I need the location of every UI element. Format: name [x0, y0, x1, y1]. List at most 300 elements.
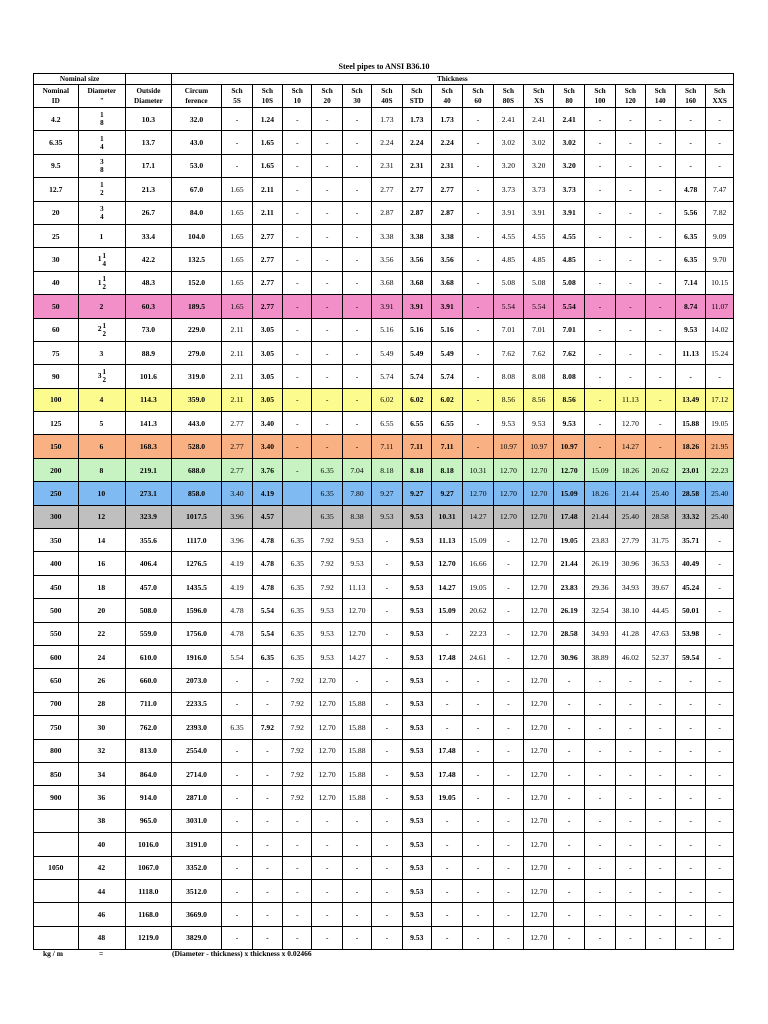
thickness-cell: - [342, 879, 371, 902]
thickness-cell: - [222, 669, 252, 692]
thickness-cell: 3.02 [524, 131, 554, 154]
thickness-cell: 23.83 [554, 575, 584, 598]
column-header: Sch 10S [252, 85, 282, 108]
outside-diameter-cell: 17.1 [126, 154, 172, 177]
nominal-id-cell: 6.35 [34, 131, 79, 154]
thickness-cell: - [645, 786, 675, 809]
thickness-cell: - [312, 856, 342, 879]
table-row [34, 833, 734, 856]
circumference-cell: 279.0 [171, 341, 222, 364]
table-row [34, 762, 734, 785]
thickness-cell: - [312, 295, 342, 318]
thickness-cell: 14.27 [431, 575, 462, 598]
thickness-cell: 9.53 [554, 412, 584, 435]
thickness-cell: - [283, 435, 312, 458]
thickness-cell: 2.77 [431, 178, 462, 201]
column-header: Sch 10 [283, 85, 312, 108]
thickness-cell: 7.62 [554, 341, 584, 364]
diameter-inch-cell: 36 [78, 786, 126, 809]
outside-diameter-cell: 355.6 [126, 529, 172, 552]
thickness-cell: 7.01 [524, 318, 554, 341]
thickness-cell: 2.24 [402, 131, 431, 154]
thickness-cell: - [493, 809, 523, 832]
thickness-cell: - [252, 669, 282, 692]
thickness-cell: 6.35 [283, 645, 312, 668]
outside-diameter-cell: 114.3 [126, 388, 172, 411]
thickness-cell: 12.70 [312, 669, 342, 692]
thickness-cell: 2.87 [372, 201, 402, 224]
fraction: 3 8 [100, 157, 104, 174]
diameter-inch-cell: 2 1 2 [78, 318, 126, 341]
diameter-inch-cell: 8 [78, 458, 126, 481]
thickness-cell: - [342, 108, 371, 131]
nominal-id-cell: 250 [34, 482, 79, 505]
outside-diameter-cell: 559.0 [126, 622, 172, 645]
thickness-cell: 4.19 [222, 575, 252, 598]
thickness-cell: 3.05 [252, 341, 282, 364]
outside-diameter-cell: 42.2 [126, 248, 172, 271]
thickness-cell: - [463, 365, 493, 388]
weight-formula [33, 949, 734, 961]
thickness-cell: - [342, 856, 371, 879]
column-header: Sch 80S [493, 85, 523, 108]
table-row [34, 412, 734, 435]
thickness-cell: 1.65 [222, 201, 252, 224]
thickness-cell: 1.65 [252, 131, 282, 154]
nominal-id-cell: 75 [34, 341, 79, 364]
thickness-cell: 3.91 [524, 201, 554, 224]
thickness-cell: - [372, 833, 402, 856]
circumference-cell: 319.0 [171, 365, 222, 388]
thickness-cell: 47.63 [645, 622, 675, 645]
thickness-cell: 12.70 [524, 505, 554, 528]
thickness-cell: 8.18 [431, 458, 462, 481]
diameter-inch-cell: 18 [78, 575, 126, 598]
thickness-cell: 12.70 [524, 458, 554, 481]
thickness-cell: 9.53 [342, 529, 371, 552]
column-header: Sch XXS [706, 85, 734, 108]
thickness-cell: - [645, 926, 675, 949]
thickness-cell: 13.49 [675, 388, 705, 411]
thickness-cell: - [463, 154, 493, 177]
thickness-cell: 30.96 [554, 645, 584, 668]
thickness-cell: - [616, 131, 645, 154]
outside-diameter-cell: 1168.0 [126, 903, 172, 926]
thickness-cell: 9.53 [402, 739, 431, 762]
thickness-cell: - [252, 903, 282, 926]
thickness-cell: - [463, 716, 493, 739]
circumference-cell: 1117.0 [171, 529, 222, 552]
nominal-id-cell: 125 [34, 412, 79, 435]
thickness-cell: - [584, 365, 615, 388]
thickness-cell: 12.70 [524, 856, 554, 879]
outside-diameter-cell: 88.9 [126, 341, 172, 364]
table-row [34, 903, 734, 926]
thickness-cell: 5.74 [402, 365, 431, 388]
nominal-id-cell: 550 [34, 622, 79, 645]
thickness-cell: 9.53 [675, 318, 705, 341]
outside-diameter-cell: 26.7 [126, 201, 172, 224]
circumference-cell: 84.0 [171, 201, 222, 224]
thickness-cell [283, 505, 312, 528]
nominal-id-cell: 150 [34, 435, 79, 458]
thickness-cell: - [222, 879, 252, 902]
thickness-cell: 9.53 [402, 762, 431, 785]
column-header-row [34, 85, 734, 108]
thickness-cell: - [342, 926, 371, 949]
outside-diameter-cell: 508.0 [126, 599, 172, 622]
thickness-cell: 7.92 [283, 692, 312, 715]
thickness-cell: - [283, 365, 312, 388]
thickness-cell: - [616, 692, 645, 715]
thickness-cell: 2.24 [431, 131, 462, 154]
thickness-cell: 4.85 [524, 248, 554, 271]
thickness-cell: 7.92 [283, 739, 312, 762]
circumference-cell: 229.0 [171, 318, 222, 341]
thickness-cell: - [706, 622, 734, 645]
thickness-cell: - [312, 154, 342, 177]
thickness-cell: - [493, 833, 523, 856]
thickness-cell: 3.40 [252, 435, 282, 458]
thickness-cell: - [463, 178, 493, 201]
thickness-cell: - [584, 388, 615, 411]
diameter-inch-cell: 5 [78, 412, 126, 435]
thickness-cell: 45.24 [675, 575, 705, 598]
thickness-cell: 9.53 [402, 926, 431, 949]
thickness-cell: 2.77 [252, 271, 282, 294]
table-row [34, 435, 734, 458]
thickness-cell: - [616, 365, 645, 388]
diameter-inch-cell: 26 [78, 669, 126, 692]
thickness-cell: 15.88 [675, 412, 705, 435]
thickness-cell: - [463, 271, 493, 294]
outside-diameter-cell: 48.3 [126, 271, 172, 294]
thickness-cell: - [372, 529, 402, 552]
thickness-cell: 6.35 [283, 622, 312, 645]
thickness-cell: - [584, 248, 615, 271]
nominal-id-cell: 350 [34, 529, 79, 552]
thickness-cell: - [706, 856, 734, 879]
thickness-cell: 12.70 [312, 762, 342, 785]
thickness-cell: - [463, 903, 493, 926]
thickness-cell: 9.53 [402, 529, 431, 552]
thickness-cell: - [312, 201, 342, 224]
table-row [34, 552, 734, 575]
thickness-cell: - [675, 879, 705, 902]
nominal-id-cell [34, 903, 79, 926]
thickness-cell: - [342, 903, 371, 926]
thickness-cell: 17.48 [554, 505, 584, 528]
diameter-inch-cell: 2 [78, 295, 126, 318]
diameter-inch-cell: 32 [78, 739, 126, 762]
thickness-cell: - [342, 833, 371, 856]
thickness-cell: - [645, 435, 675, 458]
thickness-cell: 15.09 [554, 482, 584, 505]
thickness-cell: 8.08 [554, 365, 584, 388]
thickness-cell: - [342, 669, 371, 692]
table-row [34, 482, 734, 505]
thickness-cell: - [616, 856, 645, 879]
thickness-cell: 4.19 [222, 552, 252, 575]
thickness-cell: - [283, 809, 312, 832]
thickness-cell: 20.62 [463, 599, 493, 622]
table-row [34, 108, 734, 131]
thickness-cell: 7.92 [283, 716, 312, 739]
thickness-cell: 2.87 [431, 201, 462, 224]
circumference-cell: 2554.0 [171, 739, 222, 762]
thickness-cell: 28.58 [554, 622, 584, 645]
thickness-cell: 10.97 [524, 435, 554, 458]
thickness-cell: 2.77 [252, 248, 282, 271]
thickness-cell: - [252, 879, 282, 902]
table-row [34, 318, 734, 341]
thickness-cell: 2.11 [222, 365, 252, 388]
thickness-cell: 31.75 [645, 529, 675, 552]
thickness-cell: - [584, 833, 615, 856]
table-row [34, 201, 734, 224]
thickness-cell: 6.02 [372, 388, 402, 411]
thickness-cell: - [645, 131, 675, 154]
thickness-cell: - [372, 903, 402, 926]
thickness-cell: - [675, 716, 705, 739]
circumference-cell: 3031.0 [171, 809, 222, 832]
thickness-cell: - [675, 131, 705, 154]
thickness-cell: 8.56 [493, 388, 523, 411]
column-header: Sch 160 [675, 85, 705, 108]
diameter-inch-cell: 38 [78, 809, 126, 832]
thickness-cell: 1.65 [222, 295, 252, 318]
thickness-cell: 3.02 [493, 131, 523, 154]
thickness-cell: 12.70 [524, 622, 554, 645]
column-header: Sch 20 [312, 85, 342, 108]
thickness-cell: - [554, 739, 584, 762]
thickness-cell: 9.53 [372, 505, 402, 528]
thickness-cell: 1.65 [222, 224, 252, 247]
thickness-cell: 2.11 [222, 318, 252, 341]
thickness-cell: - [463, 435, 493, 458]
thickness-cell: 25.40 [706, 482, 734, 505]
thickness-cell: 5.54 [252, 622, 282, 645]
thickness-cell: - [616, 154, 645, 177]
thickness-cell: - [675, 903, 705, 926]
thickness-cell: 46.02 [616, 645, 645, 668]
thickness-cell: 12.70 [524, 552, 554, 575]
thickness-cell: 5.56 [675, 201, 705, 224]
thickness-cell: 12.70 [524, 926, 554, 949]
diameter-inch-cell: 22 [78, 622, 126, 645]
thickness-cell: 9.27 [431, 482, 462, 505]
thickness-cell: - [372, 716, 402, 739]
outside-diameter-cell: 273.1 [126, 482, 172, 505]
thickness-cell: 32.54 [584, 599, 615, 622]
thickness-cell: - [645, 201, 675, 224]
thickness-cell: - [645, 108, 675, 131]
thickness-cell: 53.98 [675, 622, 705, 645]
nominal-id-cell [34, 833, 79, 856]
thickness-cell: 11.13 [675, 341, 705, 364]
thickness-cell: 3.40 [252, 412, 282, 435]
thickness-cell: 18.26 [616, 458, 645, 481]
thickness-cell: - [372, 786, 402, 809]
thickness-cell: 17.48 [431, 739, 462, 762]
thickness-cell: 4.78 [222, 599, 252, 622]
outside-diameter-cell: 1067.0 [126, 856, 172, 879]
thickness-cell: - [645, 365, 675, 388]
thickness-cell: - [645, 669, 675, 692]
fraction: 1 4 [102, 251, 106, 268]
thickness-cell: 12.70 [342, 622, 371, 645]
column-header: Sch 100 [584, 85, 615, 108]
circumference-cell: 53.0 [171, 154, 222, 177]
thickness-cell: 9.53 [402, 645, 431, 668]
thickness-cell: 2.77 [222, 458, 252, 481]
outside-diameter-cell: 711.0 [126, 692, 172, 715]
outside-diameter-cell: 1118.0 [126, 879, 172, 902]
nominal-id-cell: 750 [34, 716, 79, 739]
thickness-cell: - [493, 645, 523, 668]
thickness-cell: - [706, 599, 734, 622]
thickness-cell: - [554, 879, 584, 902]
thickness-cell: - [706, 154, 734, 177]
thickness-cell: - [584, 692, 615, 715]
thickness-cell: - [222, 131, 252, 154]
circumference-cell: 104.0 [171, 224, 222, 247]
thickness-cell: 15.09 [584, 458, 615, 481]
thickness-cell: 4.78 [222, 622, 252, 645]
thickness-cell: 5.08 [554, 271, 584, 294]
thickness-cell: - [645, 154, 675, 177]
diameter-inch-cell: 1 1 4 [78, 248, 126, 271]
circumference-cell: 152.0 [171, 271, 222, 294]
diameter-inch-cell: 3 1 2 [78, 365, 126, 388]
thickness-cell: - [675, 762, 705, 785]
thickness-cell: - [312, 224, 342, 247]
thickness-cell: 25.40 [645, 482, 675, 505]
thickness-cell: 8.38 [342, 505, 371, 528]
thickness-cell: - [372, 739, 402, 762]
thickness-cell: 12.70 [342, 599, 371, 622]
thickness-cell: - [584, 224, 615, 247]
diameter-inch-cell: 12 [78, 505, 126, 528]
thickness-cell: - [372, 599, 402, 622]
nominal-id-cell: 800 [34, 739, 79, 762]
thickness-cell: - [431, 856, 462, 879]
thickness-cell: - [706, 739, 734, 762]
thickness-cell: 9.09 [706, 224, 734, 247]
thickness-cell: 3.38 [372, 224, 402, 247]
circumference-cell: 2393.0 [171, 716, 222, 739]
outside-diameter-cell: 141.3 [126, 412, 172, 435]
thickness-cell: 2.41 [524, 108, 554, 131]
nominal-id-cell: 25 [34, 224, 79, 247]
thickness-cell: 2.31 [372, 154, 402, 177]
thickness-cell: - [312, 108, 342, 131]
thickness-cell: 9.53 [402, 833, 431, 856]
diameter-inch-cell: 30 [78, 716, 126, 739]
thickness-cell: 4.55 [524, 224, 554, 247]
table-row [34, 575, 734, 598]
column-header: Sch 30 [342, 85, 371, 108]
thickness-cell: - [493, 926, 523, 949]
thickness-cell: 3.91 [554, 201, 584, 224]
nominal-id-cell [34, 809, 79, 832]
thickness-cell: - [222, 692, 252, 715]
thickness-cell: 18.26 [675, 435, 705, 458]
thickness-cell: - [312, 318, 342, 341]
thickness-cell: 19.05 [463, 575, 493, 598]
table-row [34, 224, 734, 247]
thickness-cell: 12.70 [554, 458, 584, 481]
circumference-cell: 1017.5 [171, 505, 222, 528]
thickness-cell: 5.54 [554, 295, 584, 318]
thickness-cell: - [463, 248, 493, 271]
outside-diameter-cell: 21.3 [126, 178, 172, 201]
thickness-cell: 15.88 [342, 692, 371, 715]
outside-diameter-cell: 406.4 [126, 552, 172, 575]
nominal-id-cell: 4.2 [34, 108, 79, 131]
diameter-inch-cell: 6 [78, 435, 126, 458]
thickness-cell: 5.74 [431, 365, 462, 388]
thickness-cell: - [342, 412, 371, 435]
thickness-cell: 26.19 [554, 599, 584, 622]
thickness-cell: - [706, 833, 734, 856]
outside-diameter-cell: 73.0 [126, 318, 172, 341]
thickness-cell: 6.35 [222, 716, 252, 739]
thickness-cell: 8.18 [402, 458, 431, 481]
thickness-cell: - [342, 131, 371, 154]
thickness-cell: 28.58 [675, 482, 705, 505]
thickness-cell: - [283, 458, 312, 481]
thickness-header: Thickness [171, 74, 733, 85]
table-row [34, 154, 734, 177]
thickness-cell: - [283, 318, 312, 341]
thickness-cell: - [584, 131, 615, 154]
thickness-cell: - [222, 903, 252, 926]
nominal-size-header: Nominal size [34, 74, 126, 85]
thickness-cell: 9.53 [402, 622, 431, 645]
thickness-cell: - [645, 318, 675, 341]
thickness-cell: - [554, 669, 584, 692]
thickness-cell: 11.13 [616, 388, 645, 411]
thickness-cell: 12.70 [524, 786, 554, 809]
outside-diameter-cell: 168.3 [126, 435, 172, 458]
circumference-cell: 3191.0 [171, 833, 222, 856]
column-header: Circum ference [171, 85, 222, 108]
thickness-cell: - [222, 108, 252, 131]
thickness-cell: - [675, 154, 705, 177]
thickness-cell: 3.96 [222, 505, 252, 528]
thickness-cell: - [675, 809, 705, 832]
thickness-cell: - [675, 856, 705, 879]
thickness-cell: 11.13 [342, 575, 371, 598]
thickness-cell: - [463, 879, 493, 902]
thickness-cell: - [706, 762, 734, 785]
thickness-cell: - [493, 692, 523, 715]
diameter-inch-cell [78, 154, 126, 177]
thickness-cell: - [283, 248, 312, 271]
thickness-cell: 9.53 [312, 645, 342, 668]
thickness-cell: 9.27 [372, 482, 402, 505]
thickness-cell: - [554, 926, 584, 949]
table-row [34, 248, 734, 271]
thickness-cell: 39.67 [645, 575, 675, 598]
nominal-id-cell: 20 [34, 201, 79, 224]
thickness-cell: - [342, 435, 371, 458]
nominal-id-cell: 700 [34, 692, 79, 715]
thickness-cell: - [584, 318, 615, 341]
nominal-id-cell: 300 [34, 505, 79, 528]
thickness-cell: 15.88 [342, 786, 371, 809]
